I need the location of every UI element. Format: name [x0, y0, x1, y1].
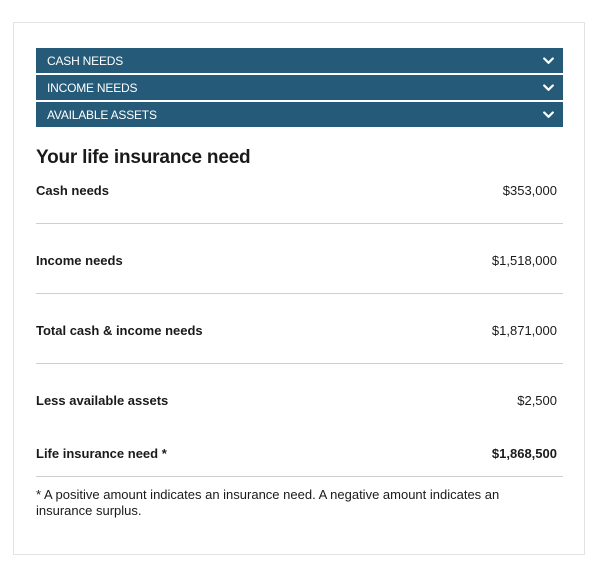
- summary-row-cash-needs: [36, 173, 563, 224]
- summary-table: [36, 173, 563, 477]
- accordion-label: CASH NEEDS: [47, 53, 124, 68]
- row-value: $353,000: [502, 183, 557, 198]
- accordion-income-needs[interactable]: [36, 75, 563, 100]
- row-value: $1,518,000: [491, 253, 557, 268]
- row-value: $1,871,000: [491, 323, 557, 338]
- chevron-down-icon: [542, 55, 554, 67]
- row-label: Cash needs: [36, 183, 109, 198]
- life-insurance-calculator-card: [13, 22, 585, 555]
- row-value: $1,868,500: [491, 446, 557, 461]
- accordion-label: INCOME NEEDS: [47, 80, 138, 95]
- summary-row-income-needs: [36, 224, 563, 294]
- chevron-down-icon: [542, 82, 554, 94]
- summary-row-available-assets: [36, 364, 563, 434]
- summary-row-total-needs: [36, 294, 563, 364]
- accordion-cash-needs[interactable]: [36, 48, 563, 73]
- accordion-available-assets[interactable]: [36, 102, 563, 127]
- accordion-label: AVAILABLE ASSETS: [47, 107, 157, 122]
- summary-title: Your life insurance need: [36, 147, 251, 168]
- accordion: [36, 48, 563, 129]
- row-label: Life insurance need *: [36, 446, 167, 461]
- footnote: * A positive amount indicates an insurance need. A negative amount indicates an insurance surplus.: [36, 487, 500, 518]
- row-label: Less available assets: [36, 393, 169, 408]
- row-label: Total cash & income needs: [36, 323, 203, 338]
- row-value: $2,500: [517, 393, 557, 408]
- row-label: Income needs: [36, 253, 123, 268]
- summary-row-life-insurance-need: [36, 434, 563, 477]
- chevron-down-icon: [542, 109, 554, 121]
